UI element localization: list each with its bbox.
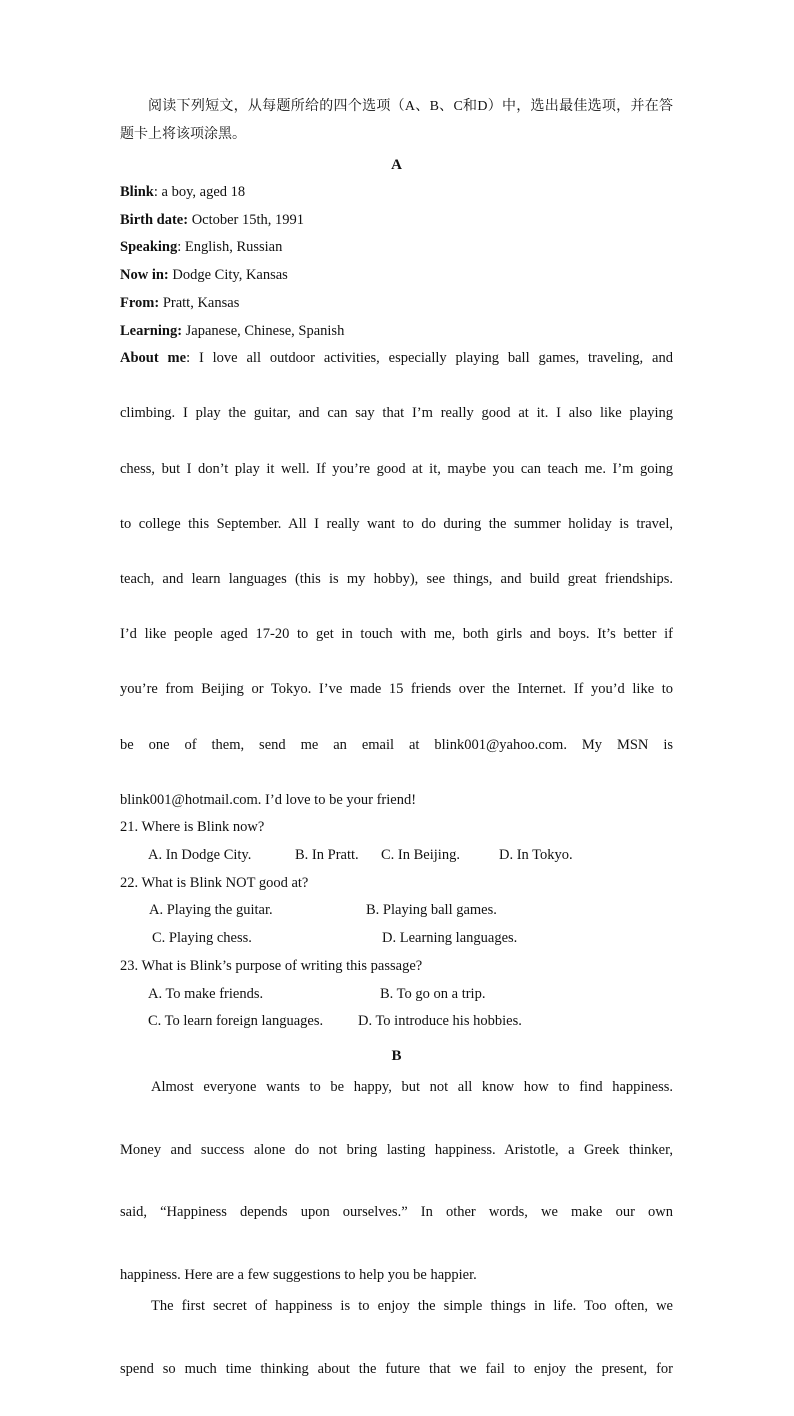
passage-b-line: Almost everyone wants to be happy, but not all know how to find happiness. bbox=[151, 1078, 673, 1095]
name-value: : a boy, aged 18 bbox=[153, 184, 246, 200]
about-me-line: teach, and learn languages (this is my hobby), see things, and build great friendships. bbox=[120, 570, 673, 587]
about-label: About me bbox=[120, 350, 187, 367]
speaking-value: : English, Russian bbox=[177, 239, 283, 256]
profile-learning bbox=[120, 318, 673, 346]
profile-birth-date bbox=[120, 207, 673, 235]
question-21-option-a[interactable]: A. In Dodge City. bbox=[148, 847, 252, 864]
question-21-options bbox=[120, 842, 673, 870]
now-value: Dodge City, Kansas bbox=[168, 267, 288, 284]
profile-name bbox=[120, 179, 673, 207]
name-label: Blink bbox=[120, 184, 154, 200]
now-label: Now in: bbox=[120, 267, 169, 284]
passage-b-line: The first secret of happiness is to enjoy the simple things in life. Too often, we bbox=[151, 1298, 673, 1315]
question-22-options-row2 bbox=[120, 925, 673, 953]
about-me-line: About me: I love all outdoor activities, especially playing ball games, traveling, and bbox=[120, 350, 673, 367]
birth-value: October 15th, 1991 bbox=[188, 211, 305, 228]
question-21-stem: 21. Where is Blink now? bbox=[120, 819, 265, 836]
question-22-stem: 22. What is Blink NOT good at? bbox=[120, 874, 309, 891]
passage-b-line: happiness. Here are a few suggestions to help you be happier. bbox=[120, 1266, 477, 1283]
question-22-options bbox=[120, 897, 673, 925]
question-21-option-d[interactable]: D. In Tokyo. bbox=[499, 847, 573, 864]
question-23-option-c[interactable]: C. To learn foreign languages. bbox=[148, 1013, 324, 1030]
about-me-line: climbing. I play the guitar, and can say that I’m really good at it. I also like playing bbox=[120, 405, 673, 422]
profile-from bbox=[120, 290, 673, 318]
question-22-option-d[interactable]: D. Learning languages. bbox=[382, 930, 518, 947]
question-23-option-a[interactable]: A. To make friends. bbox=[148, 985, 264, 1002]
from-value: Pratt, Kansas bbox=[159, 294, 240, 311]
question-22-option-b[interactable]: B. Playing ball games. bbox=[366, 902, 497, 919]
question-21-option-b[interactable]: B. In Pratt. bbox=[295, 847, 359, 864]
section-a-heading: A bbox=[391, 157, 402, 173]
birth-label: Birth date: bbox=[120, 211, 189, 228]
passage-b-line: said, “Happiness depends upon ourselves.” In other words, we make our own bbox=[120, 1204, 673, 1221]
passage-b-line: spend so much time thinking about the future that we fail to enjoy the present, for bbox=[120, 1360, 673, 1377]
question-23-stem: 23. What is Blink’s purpose of writing this passage? bbox=[120, 957, 423, 974]
about-me-line: be one of them, send me an email at blink001@yahoo.com. My MSN is bbox=[120, 736, 673, 753]
question-23-options bbox=[120, 981, 673, 1009]
question-23-option-d[interactable]: D. To introduce his hobbies. bbox=[358, 1013, 522, 1030]
passage-b-line: Money and success alone do not bring lasting happiness. Aristotle, a Greek thinker, bbox=[120, 1141, 673, 1158]
about-me-line: chess, but I don’t play it well. If you’re good at it, maybe you can teach me. I’m going bbox=[120, 460, 673, 477]
about-me-line: to college this September. All I really want to do during the summer holiday is travel, bbox=[120, 515, 673, 532]
learning-label: Learning: bbox=[120, 322, 183, 339]
question-23-options-row2 bbox=[120, 1008, 673, 1036]
question-23-option-b[interactable]: B. To go on a trip. bbox=[380, 985, 486, 1002]
about-me-line: you’re from Beijing or Tokyo. I’ve made 15 friends over the Internet. If you’d like to bbox=[120, 681, 673, 698]
section-b-heading: B bbox=[391, 1047, 402, 1064]
question-22-option-c[interactable]: C. Playing chess. bbox=[152, 930, 252, 947]
instructions: 阅读下列短文，从每题所给的四个选项（A、B、C和D）中，选出最佳选项，并在答题卡上将该项涂黑。 bbox=[120, 99, 673, 142]
profile-now-in bbox=[120, 262, 673, 290]
question-21-option-c[interactable]: C. In Beijing. bbox=[381, 847, 460, 864]
about-me-line: blink001@hotmail.com. I’d love to be your friend! bbox=[120, 791, 417, 808]
from-label: From: bbox=[120, 294, 160, 311]
speaking-label: Speaking bbox=[120, 239, 178, 256]
profile-speaking bbox=[120, 234, 673, 262]
question-22-option-a[interactable]: A. Playing the guitar. bbox=[149, 902, 273, 919]
document-content bbox=[120, 93, 673, 1416]
about-me-line: I’d like people aged 17-20 to get in touch with me, both girls and boys. It’s better if bbox=[120, 626, 673, 643]
learning-value: Japanese, Chinese, Spanish bbox=[182, 322, 345, 339]
